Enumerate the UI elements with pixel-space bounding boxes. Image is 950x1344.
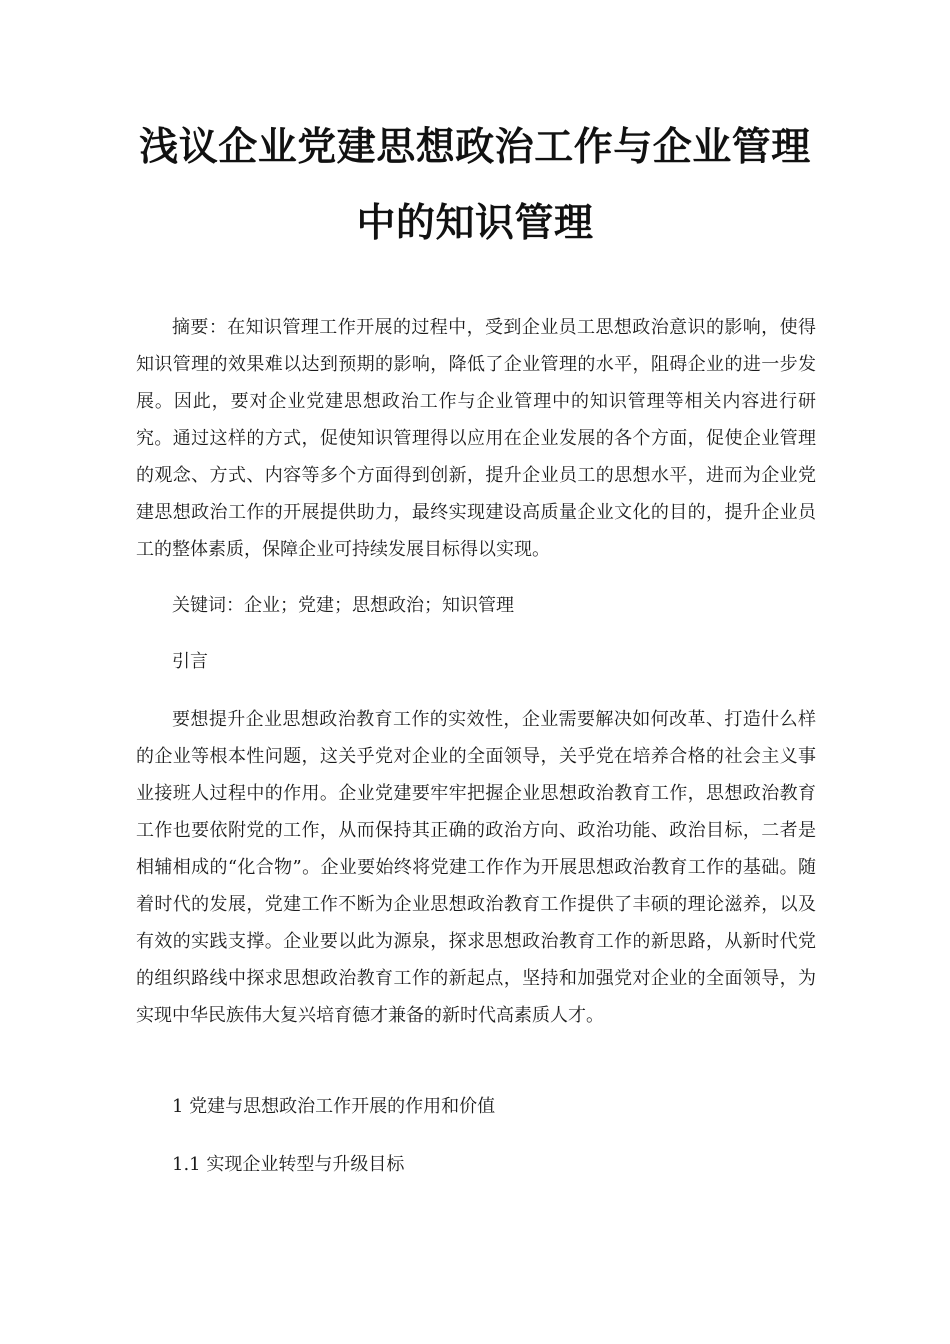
- keywords-line: 关键词：企业；党建；思想政治；知识管理: [172, 595, 514, 616]
- introduction-paragraph: 要想提升企业思想政治教育工作的实效性，企业需要解决如何改革、打造什么样的企业等根本性问题，这关乎党对企业的全面领导，关乎党在培养合格的社会主义事业接班人过程中的作用。企业党建要牢牢把握企业思想政治教育工作，思想政治教育工作也要依附党的工作，从而保持其正确的政治方向、政治功能、政治目标，二者是相辅相成的“化合物”。企业要始终将党建工作作为开展思想政治教育工作的基础。随着时代的发展，党建工作不断为企业思想政治教育工作提供了丰硕的理论滋养，以及有效的实践支撑。企业要以此为源泉，探求思想政治教育工作的新思路，从新时代党的组织路线中探求思想政治教育工作的新起点，坚持和加强党对企业的全面领导，为实现中华民族伟大复兴培育德才兼备的新时代高素质人才。: [136, 709, 816, 1026]
- section-heading-1: 1 党建与思想政治工作开展的作用和价值: [172, 1096, 496, 1117]
- introduction-heading: 引言: [172, 651, 208, 672]
- section-heading-1-1: 1.1 实现企业转型与升级目标: [172, 1154, 405, 1175]
- abstract-paragraph: 摘要：在知识管理工作开展的过程中，受到企业员工思想政治意识的影响，使得知识管理的效果难以达到预期的影响，降低了企业管理的水平，阻碍企业的进一步发展。因此，要对企业党建思想政治工作与企业管理中的知识管理等相关内容进行研究。通过这样的方式，促使知识管理得以应用在企业发展的各个方面，促使企业管理的观念、方式、内容等多个方面得到创新，提升企业员工的思想水平，进而为企业党建思想政治工作的开展提供助力，最终实现建设高质量企业文化的目的，提升企业员工的整体素质，保障企业可持续发展目标得以实现。: [136, 317, 816, 560]
- document-title-line-2: 中的知识管理: [356, 201, 594, 246]
- document-title-line-1: 浅议企业党建思想政治工作与企业管理: [139, 125, 811, 170]
